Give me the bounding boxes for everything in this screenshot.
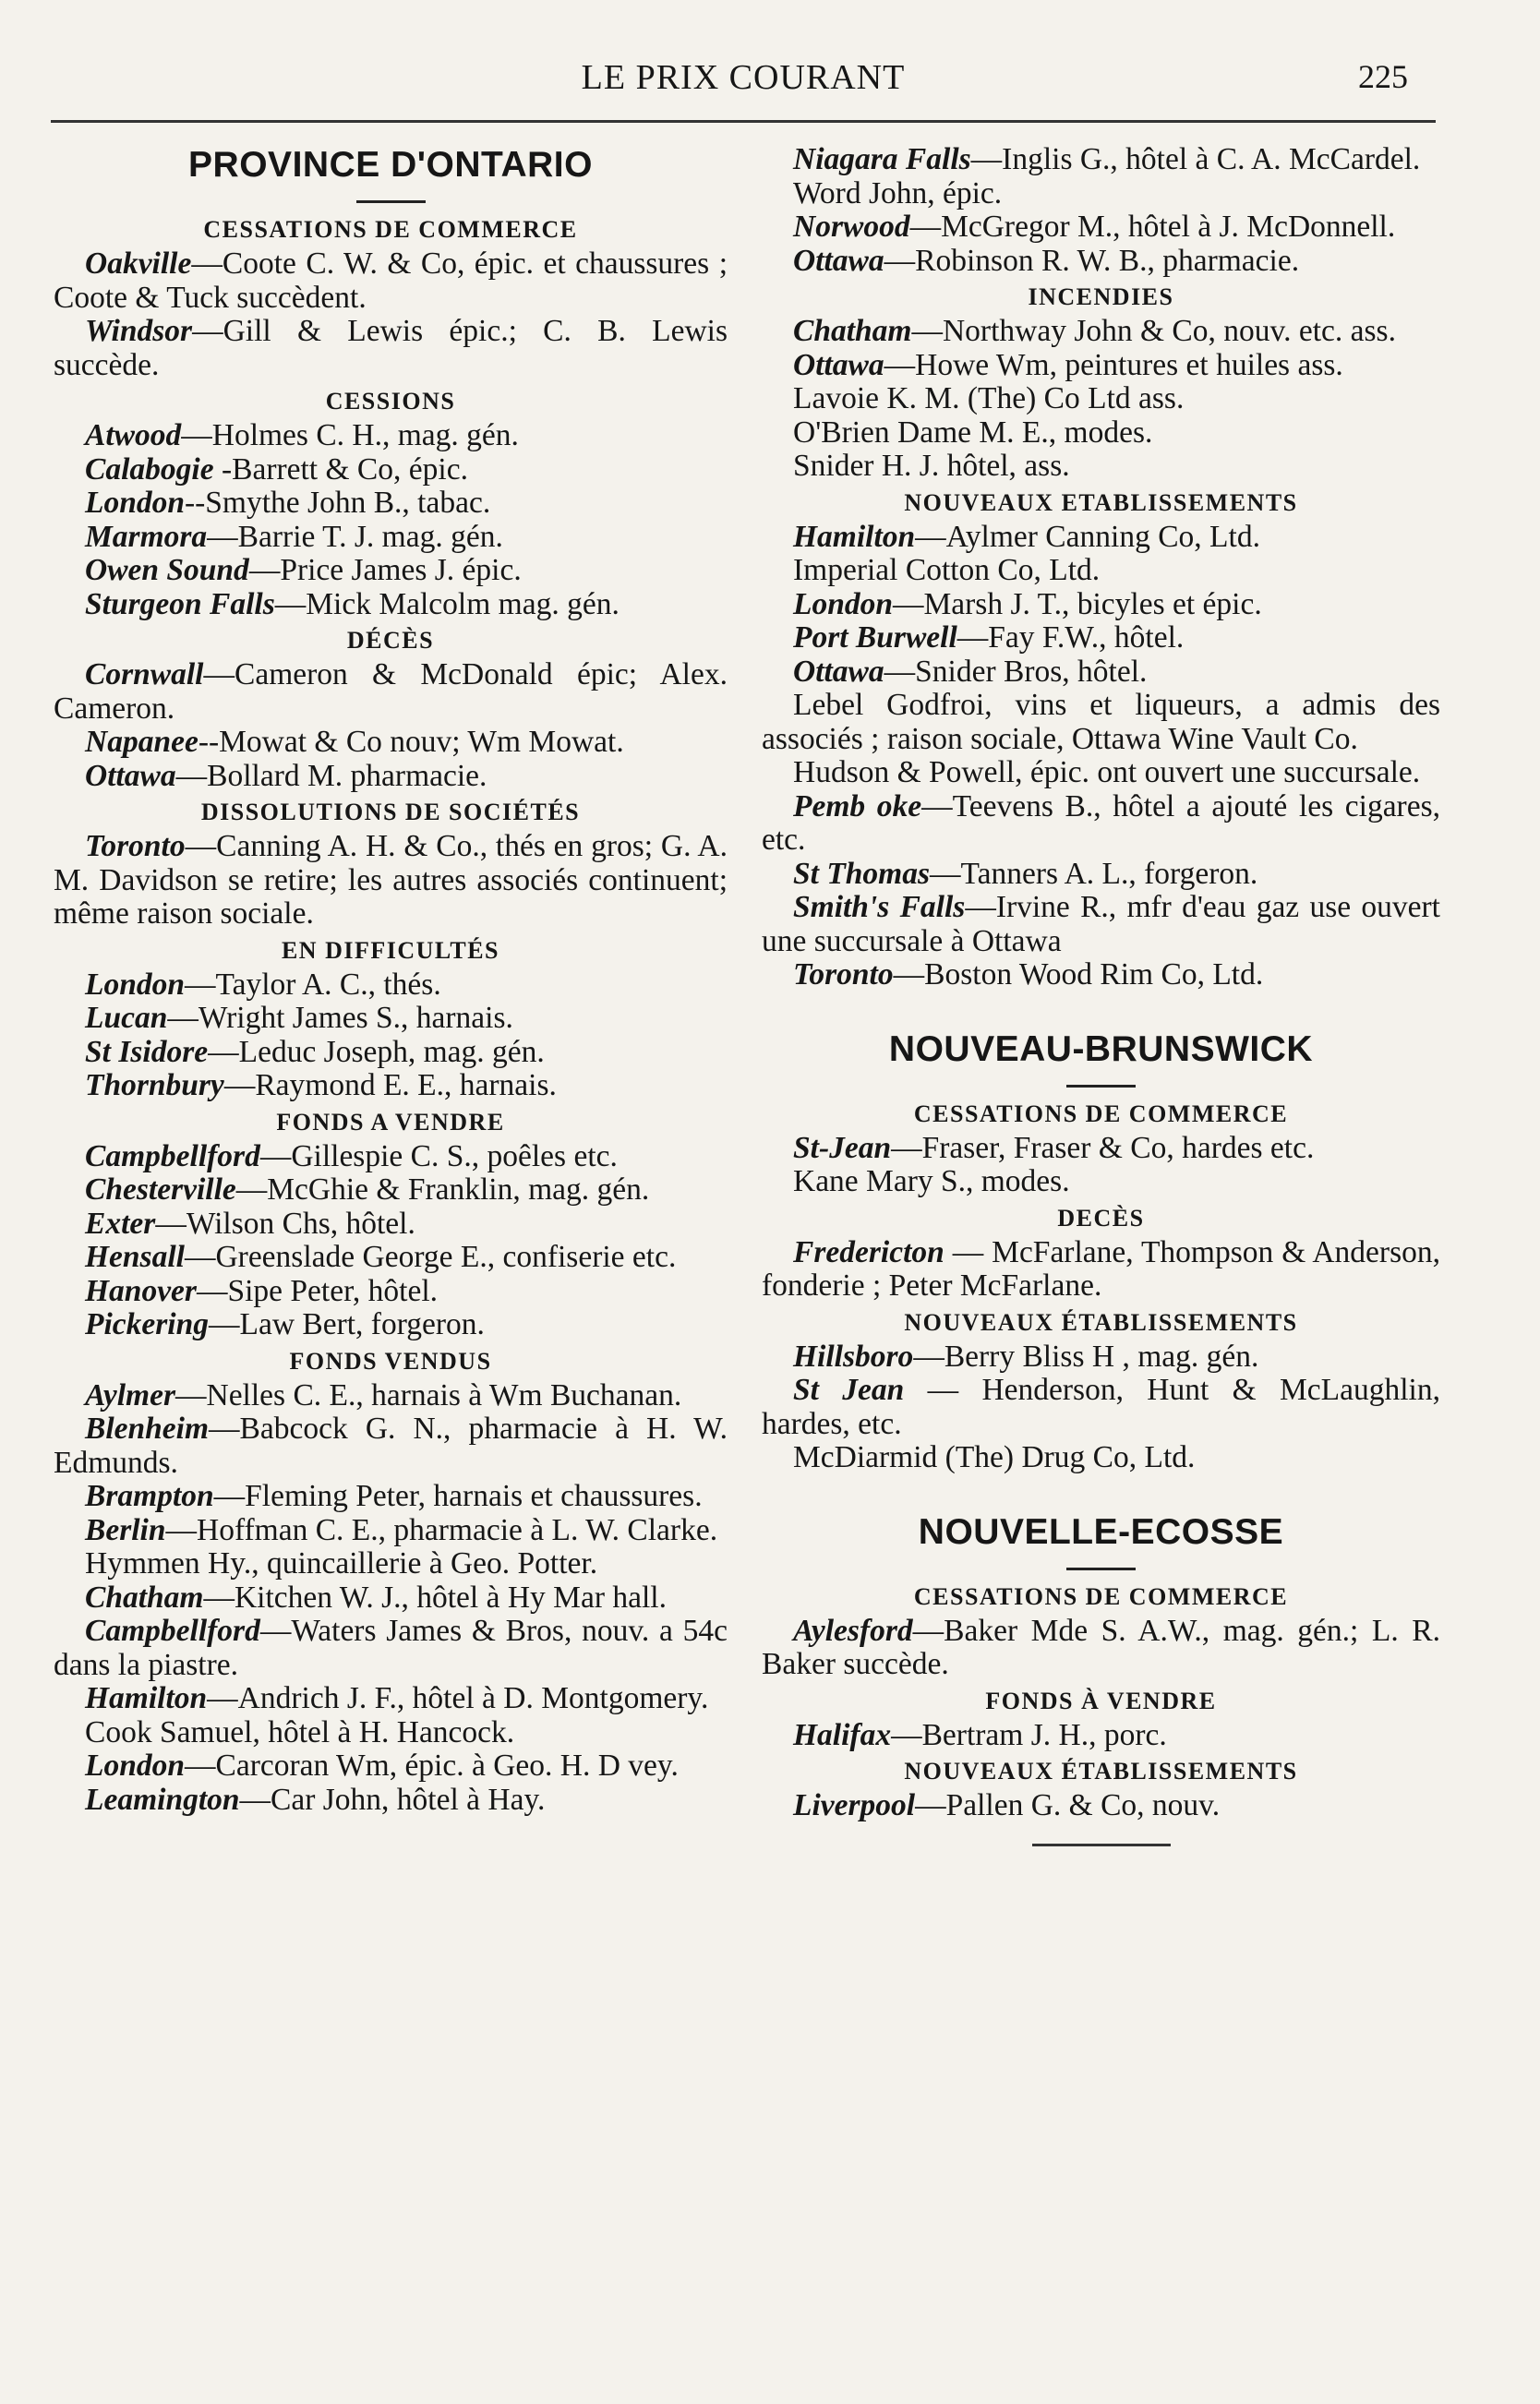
entry-text: —Boston Wood Rim Co, Ltd. <box>893 957 1264 992</box>
place-name: Niagara Falls <box>793 142 971 176</box>
listing-entry <box>54 1480 728 1514</box>
entry-text: — McFarlane, Thompson & Anderson, fonderie ; Peter McFarlane. <box>762 1234 1440 1303</box>
entry-text: —Sipe Peter, hôtel. <box>196 1273 439 1308</box>
place-name: London <box>793 586 893 621</box>
place-name: Norwood <box>793 210 910 244</box>
listing-entry <box>54 554 728 588</box>
place-name: Pickering <box>85 1307 209 1341</box>
place-name: Chatham <box>85 1580 204 1615</box>
place-name: Lucan <box>85 1001 168 1035</box>
entry-text: —Fleming Peter, harnais et chaussures. <box>213 1479 703 1513</box>
section-title: NOUVEAU-BRUNSWICK <box>888 1028 1314 1069</box>
entry-text: —Inglis G., hôtel à C. A. McCardel. <box>970 142 1421 176</box>
subsection-heading: CESSATIONS DE COMMERCE <box>913 1582 1289 1610</box>
place-name: London <box>85 1749 185 1783</box>
listing-entry <box>54 1514 728 1548</box>
entry-text: —Law Bert, forgeron. <box>208 1307 485 1341</box>
listing-entry <box>762 790 1440 858</box>
listing-entry <box>762 349 1440 383</box>
entry-text: —Barrie T. J. mag. gén. <box>207 519 503 554</box>
place-name: Fredericton <box>793 1234 944 1269</box>
entry-text: —Northway John & Co, nouv. etc. ass. <box>911 314 1396 348</box>
entry-text: —Waters James & Bros, nouv. a 54c dans la piastre. <box>54 1614 728 1682</box>
listing-entry <box>762 143 1440 177</box>
entry-text: —Coote C. W. & Co, épic. et chaussures ; Coote & Tuck succèdent. <box>54 246 728 315</box>
entry-text: —Pallen G. & Co, nouv. <box>915 1788 1221 1822</box>
listing-entry <box>54 760 728 794</box>
subsection-heading: CESSIONS <box>325 388 456 415</box>
listing-entry <box>762 450 1440 484</box>
entry-text: —Robinson R. W. B., pharmacie. <box>884 243 1300 278</box>
listing-entry <box>54 1173 728 1208</box>
entry-text: —Bertram J. H., porc. <box>891 1717 1167 1752</box>
place-name: Ottawa <box>85 758 176 793</box>
section-gap <box>762 992 1440 1028</box>
entry-text: —Berry Bliss H , mag. gén. <box>913 1339 1259 1374</box>
subsection-heading: INCENDIES <box>1028 283 1174 310</box>
entry-text: —Fay F.W., hôtel. <box>956 620 1185 655</box>
subsection-heading: CESSATIONS DE COMMERCE <box>913 1100 1289 1127</box>
place-name: St-Jean <box>793 1130 892 1165</box>
listing-entry <box>762 655 1440 690</box>
listing-entry <box>54 1615 728 1682</box>
place-name: Ottawa <box>793 243 884 278</box>
place-name: Napanee <box>85 725 199 759</box>
entry-text: —Gillespie C. S., poêles etc. <box>259 1138 618 1173</box>
entry-text: --Mowat & Co nouv; Wm Mowat. <box>198 725 624 759</box>
place-name: Smith's Falls <box>793 890 966 924</box>
running-title: LE PRIX COURANT <box>581 58 906 97</box>
listing-entry <box>54 1581 728 1616</box>
entry-text: —Mick Malcolm mag. gén. <box>274 586 620 621</box>
place-name: Aylmer <box>85 1377 175 1412</box>
place-name: St Isidore <box>85 1034 209 1069</box>
listing-entry <box>762 858 1440 892</box>
place-name: Ottawa <box>793 654 884 689</box>
entry-text: —McGhie & Franklin, mag. gén. <box>235 1172 650 1207</box>
entry-text: —Raymond E. E., harnais. <box>223 1068 557 1102</box>
place-name: Ottawa <box>793 347 884 382</box>
section-title: PROVINCE D'ONTARIO <box>188 145 593 185</box>
place-name: Hamilton <box>793 519 916 554</box>
entry-text: —Aylmer Canning Co, Ltd. <box>915 519 1260 554</box>
subsection-heading: NOUVEAUX ÉTABLISSEMENTS <box>904 1758 1298 1785</box>
place-name: Campbellford <box>85 1138 260 1173</box>
listing-entry <box>54 453 728 487</box>
listing-entry <box>762 416 1440 451</box>
place-name: Oakville <box>85 246 192 281</box>
listing-entry <box>762 756 1440 790</box>
listing-entry <box>54 1308 728 1342</box>
entry-text: —Andrich J. F., hôtel à D. Montgomery. <box>207 1681 709 1715</box>
listing-entry <box>54 1784 728 1818</box>
page-number: 225 <box>1358 58 1408 95</box>
listing-entry <box>54 658 728 726</box>
entry-text: Snider H. J. hôtel, ass. <box>793 449 1070 483</box>
listing-entry <box>762 588 1440 622</box>
listing-entry <box>762 1615 1440 1682</box>
listing-entry <box>54 247 728 315</box>
entry-text: —Teevens B., hôtel a ajouté les cigares, etc. <box>762 788 1440 857</box>
listing-entry <box>54 315 728 382</box>
entry-text: —Leduc Joseph, mag. gén. <box>208 1034 545 1069</box>
entry-text: —Cameron & McDonald épic; Alex. Cameron. <box>54 657 728 726</box>
listing-entry <box>762 315 1440 349</box>
place-name: Exter <box>85 1206 156 1241</box>
listing-entry <box>762 1340 1440 1375</box>
subsection-heading: NOUVEAUX ETABLISSEMENTS <box>904 488 1298 516</box>
section-rule <box>356 200 426 203</box>
entry-text: —Kitchen W. J., hôtel à Hy Mar hall. <box>203 1580 667 1615</box>
listing-entry <box>54 588 728 622</box>
entry-text: --Smythe John B., tabac. <box>184 486 491 520</box>
listing-entry <box>54 487 728 521</box>
listing-entry <box>54 419 728 453</box>
subsection-heading: FONDS A VENDRE <box>276 1108 505 1136</box>
place-name: Cornwall <box>85 657 204 691</box>
place-name: London <box>85 967 185 1002</box>
entry-text: —Marsh J. T., bicyles et épic. <box>892 586 1262 621</box>
entry-text: McDiarmid (The) Drug Co, Ltd. <box>793 1440 1196 1474</box>
entry-text: —Holmes C. H., mag. gén. <box>181 418 519 452</box>
place-name: Pemb oke <box>793 788 922 823</box>
entry-text: —Hoffman C. E., pharmacie à L. W. Clarke. <box>165 1512 718 1547</box>
section-gap <box>762 1475 1440 1510</box>
place-name: Owen Sound <box>85 553 249 587</box>
entry-text: — Henderson, Hunt & McLaughlin, hardes, etc. <box>762 1373 1440 1441</box>
entry-text: —Carcoran Wm, épic. à Geo. H. D vey. <box>184 1749 679 1783</box>
listing-entry <box>762 958 1440 992</box>
place-name: Toronto <box>793 957 894 992</box>
listing-entry <box>54 1716 728 1750</box>
listing-entry <box>762 1236 1440 1304</box>
listing-entry <box>762 621 1440 655</box>
subsection-heading: EN DIFFICULTÉS <box>281 936 500 964</box>
listing-entry <box>762 891 1440 958</box>
place-name: Sturgeon Falls <box>85 586 275 621</box>
place-name: St Jean <box>793 1373 905 1407</box>
listing-entry <box>762 1374 1440 1441</box>
listing-entry <box>762 382 1440 416</box>
listing-entry <box>54 521 728 555</box>
entry-text: —Car John, hôtel à Hay. <box>239 1782 546 1817</box>
place-name: Windsor <box>85 314 193 348</box>
place-name: St Thomas <box>793 856 931 891</box>
listing-entry <box>762 521 1440 555</box>
listing-entry <box>54 726 728 760</box>
listing-entry <box>762 210 1440 245</box>
place-name: Atwood <box>85 418 182 452</box>
entry-text: —Greenslade George E., confiserie etc. <box>184 1240 677 1274</box>
subsection-heading: NOUVEAUX ÉTABLISSEMENTS <box>904 1308 1298 1336</box>
listing-entry <box>54 1002 728 1036</box>
entry-text: Hudson & Powell, épic. ont ouvert une succursale. <box>793 755 1421 789</box>
entry-text: Hymmen Hy., quincaillerie à Geo. Potter. <box>85 1546 598 1581</box>
listing-entry <box>54 1140 728 1174</box>
place-name: Hanover <box>85 1273 197 1308</box>
section-rule <box>1066 1085 1136 1088</box>
entry-text: O'Brien Dame M. E., modes. <box>793 415 1153 450</box>
listing-entry <box>762 1719 1440 1753</box>
listing-entry <box>54 1547 728 1581</box>
left-column <box>54 143 728 1817</box>
subsection-heading: DISSOLUTIONS DE SOCIÉTÉS <box>200 799 581 825</box>
entry-text: -Barrett & Co, épic. <box>213 451 468 487</box>
place-name: Halifax <box>793 1717 892 1752</box>
listing-entry <box>762 689 1440 756</box>
right-column <box>762 143 1440 1846</box>
listing-entry <box>762 245 1440 279</box>
place-name: London <box>85 486 185 520</box>
entry-text: —Babcock G. N., pharmacie à H. W. Edmunds. <box>54 1412 728 1480</box>
entry-text: Cook Samuel, hôtel à H. Hancock. <box>85 1714 515 1749</box>
entry-text: —Price James J. épic. <box>248 553 522 587</box>
listing-entry <box>762 554 1440 588</box>
place-name: Toronto <box>85 829 186 863</box>
place-name: Leamington <box>85 1782 240 1817</box>
entry-text: —Howe Wm, peintures et huiles ass. <box>884 347 1343 382</box>
section-rule <box>1066 1568 1136 1570</box>
section-title: NOUVELLE-ECOSSE <box>918 1511 1284 1552</box>
listing-entry <box>54 1379 728 1413</box>
place-name: Brampton <box>85 1479 214 1513</box>
entry-text: —Canning A. H. & Co., thés en gros; G. A. M. Davidson se retire; les autres associés continuent; même raison sociale. <box>54 829 728 931</box>
entry-text: —Gill & Lewis épic.; C. B. Lewis succède. <box>54 314 728 382</box>
subsection-heading: DECÈS <box>1057 1204 1145 1232</box>
listing-entry <box>54 1412 728 1480</box>
entry-text: —McGregor M., hôtel à J. McDonnell. <box>909 210 1396 244</box>
place-name: Hillsboro <box>793 1339 914 1374</box>
entry-text: —Snider Bros, hôtel. <box>884 654 1148 689</box>
subsection-heading: CESSATIONS DE COMMERCE <box>203 216 578 243</box>
listing-entry <box>762 1441 1440 1475</box>
subsection-heading: FONDS À VENDRE <box>985 1687 1217 1714</box>
entry-text: —Taylor A. C., thés. <box>184 967 441 1002</box>
listing-entry <box>762 1165 1440 1199</box>
listing-entry <box>762 1789 1440 1823</box>
listing-entry <box>54 830 728 932</box>
place-name: Campbellford <box>85 1614 260 1648</box>
place-name: Hamilton <box>85 1681 208 1715</box>
listing-entry <box>762 177 1440 211</box>
listing-entry <box>54 1036 728 1070</box>
subsection-heading: DÉCÈS <box>346 627 435 654</box>
listing-entry <box>54 1208 728 1242</box>
entry-text: —Tanners A. L., forgeron. <box>930 856 1258 891</box>
entry-text: Kane Mary S., modes. <box>793 1164 1070 1198</box>
running-head <box>51 57 1436 113</box>
listing-entry <box>54 968 728 1003</box>
entry-text: Word John, épic. <box>793 175 1003 210</box>
entry-text: Imperial Cotton Co, Ltd. <box>793 553 1101 587</box>
listing-entry <box>54 1069 728 1103</box>
place-name: Liverpool <box>793 1788 916 1822</box>
place-name: Calabogie <box>85 451 214 487</box>
entry-text: —Wright James S., harnais. <box>167 1001 513 1035</box>
entry-text: Lebel Godfroi, vins et liqueurs, a admis des associés ; raison sociale, Ottawa Wine Vault Co. <box>762 688 1440 756</box>
listing-entry <box>762 1132 1440 1166</box>
entry-text: —Fraser, Fraser & Co, hardes etc. <box>891 1130 1315 1165</box>
place-name: Hensall <box>85 1240 185 1274</box>
entry-text: —Irvine R., mfr d'eau gaz use ouvert une succursale à Ottawa <box>762 890 1440 958</box>
place-name: Marmora <box>85 519 208 554</box>
place-name: Thornbury <box>85 1068 224 1102</box>
entry-text: —Nelles C. E., harnais à Wm Buchanan. <box>175 1377 682 1412</box>
listing-entry <box>54 1749 728 1784</box>
place-name: Chatham <box>793 314 912 348</box>
listing-entry <box>54 1682 728 1716</box>
header-rule <box>51 120 1436 123</box>
listing-entry <box>54 1241 728 1275</box>
listing-entry <box>54 1275 728 1309</box>
entry-text: —Wilson Chs, hôtel. <box>155 1206 415 1241</box>
subsection-heading: FONDS VENDUS <box>289 1347 492 1375</box>
end-rule <box>1032 1844 1171 1846</box>
place-name: Berlin <box>85 1512 166 1547</box>
place-name: Blenheim <box>85 1412 210 1446</box>
place-name: Port Burwell <box>793 620 957 655</box>
entry-text: —Bollard M. pharmacie. <box>175 758 487 793</box>
entry-text: Lavoie K. M. (The) Co Ltd ass. <box>793 381 1185 415</box>
place-name: Chesterville <box>85 1172 236 1207</box>
place-name: Aylesford <box>793 1613 913 1648</box>
entry-text: —Baker Mde S. A.W., mag. gén.; L. R. Baker succède. <box>762 1613 1440 1681</box>
